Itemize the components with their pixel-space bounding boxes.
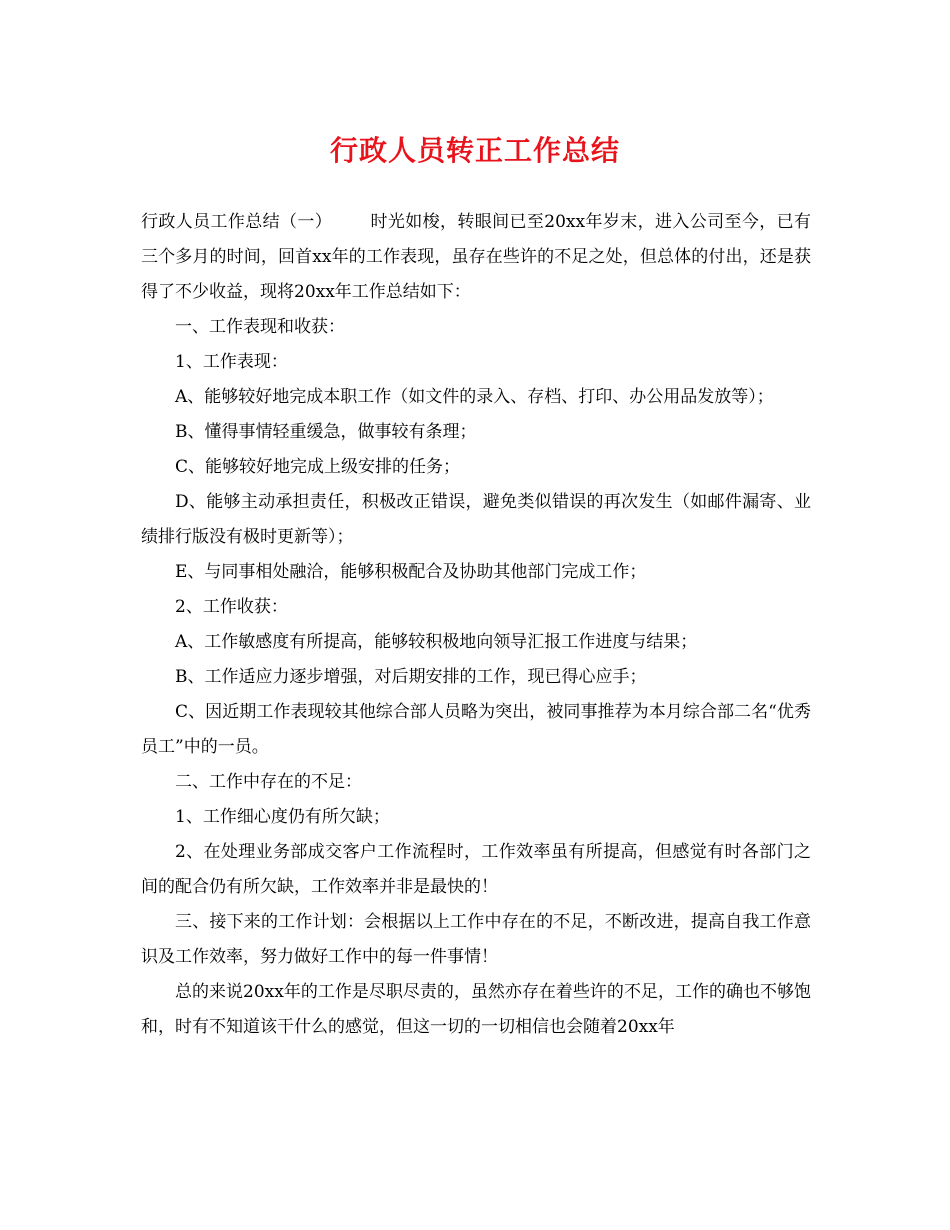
list-item-gains-a: A、工作敏感度有所提高，能够较积极地向领导汇报工作进度与结果；: [175, 632, 698, 652]
section-heading-2: 二、工作中存在的不足：: [175, 772, 362, 792]
subsection-heading-gains: 2、工作收获：: [175, 597, 288, 617]
list-item-performance-d: D、能够主动承担责任，积极改正错误，避免类似错误的再次发生（如邮件漏寄、业绩排行版没有极时更新等）；: [141, 492, 811, 547]
list-item-gains-c: C、因近期工作表现较其他综合部人员略为突出，被同事推荐为本月综合部二名“优秀员工”中的一员。: [141, 702, 811, 757]
list-item-performance-b: B、懂得事情轻重缓急，做事较有条理；: [175, 422, 477, 442]
document-title: 行政人员转正工作总结: [329, 134, 620, 167]
document-body: [141, 205, 811, 1045]
list-item-gains-b: B、工作适应力逐步增强，对后期安排的工作，现已得心应手；: [175, 667, 647, 687]
subsection-heading-performance: 1、工作表现：: [175, 352, 288, 372]
list-item-shortcoming-2: 2、在处理业务部成交客户工作流程时，工作效率虽有所提高，但感觉有时各部门之间的配合仍有所欠缺，工作效率并非是最快的！: [141, 842, 811, 897]
list-item-shortcoming-1: 1、工作细心度仍有所欠缺；: [175, 807, 390, 827]
list-item-performance-e: E、与同事相处融洽，能够积极配合及协助其他部门完成工作；: [175, 562, 647, 582]
section-heading-1: 一、工作表现和收获：: [175, 317, 345, 337]
list-item-performance-a: A、能够较好地完成本职工作（如文件的录入、存档、打印、办公用品发放等）；: [175, 387, 774, 407]
intro-heading: 行政人员工作总结（一）: [141, 212, 333, 232]
section-plan-paragraph: 三、接下来的工作计划：会根据以上工作中存在的不足，不断改进，提高自我工作意识及工作效率，努力做好工作中的每一件事情！: [141, 912, 811, 967]
intro-text: 时光如梭，转眼间已至20xx年岁末，进入公司至今，已有三个多月的时间，回首xx年的工作表现，虽存在些许的不足之处，但总体的付出，还是获得了不少收益，现将20xx年工作总结如下：: [141, 212, 812, 302]
summary-paragraph: 总的来说20xx年的工作是尽职尽责的，虽然亦存在着些许的不足，工作的确也不够饱和，时有不知道该干什么的感觉，但这一切的一切相信也会随着20xx年: [141, 982, 811, 1037]
list-item-performance-c: C、能够较好地完成上级安排的任务；: [175, 457, 461, 477]
intro-paragraph: [141, 205, 811, 310]
